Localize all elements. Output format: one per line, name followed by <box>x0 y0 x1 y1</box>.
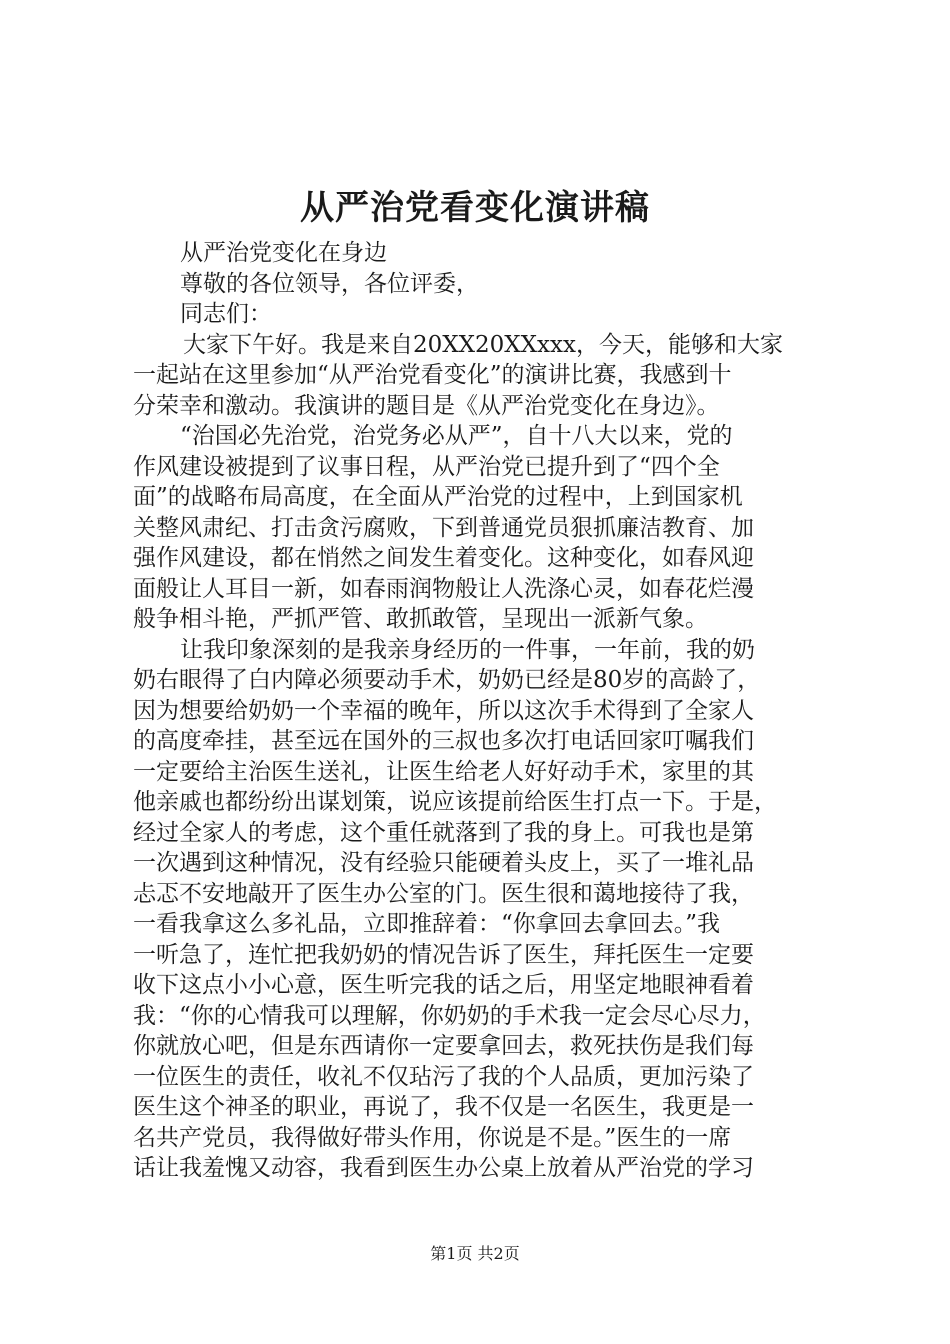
text-line: 你就放心吧，但是东西请你一定要拿回去，救死扶伤是我们每 <box>133 1033 754 1059</box>
text-line: 面般让人耳目一新，如春雨润物般让人洗涤心灵，如春花烂漫 <box>133 575 754 602</box>
text-line: 从严治党变化在身边 <box>180 240 387 266</box>
text-line: 医生这个神圣的职业，再说了，我不仅是一名医生，我更是一 <box>133 1094 754 1120</box>
text-line: 一次遇到这种情况，没有经验只能硬着头皮上，买了一堆礼品 <box>133 850 754 876</box>
text-line: “治国必先治党，治党务必从严”，自十八大以来，党的 <box>180 423 733 449</box>
text-line: 一起站在这里参加“从严治党看变化”的演讲比赛，我感到十 <box>133 362 732 388</box>
text-line: 让我印象深刻的是我亲身经历的一件事，一年前，我的奶 <box>180 636 755 663</box>
text-line: 强作风建设，都在悄然之间发生着变化。这种变化，如春风迎 <box>133 545 754 571</box>
text-line: 一听急了，连忙把我奶奶的情况告诉了医生，拜托医生一定要 <box>133 941 754 968</box>
text-line: 收下这点小小心意，医生听完我的话之后，用坚定地眼神看着 <box>133 972 754 998</box>
document-body <box>133 238 833 1184</box>
text-line: 分荣幸和激动。我演讲的题目是《从严治党变化在身边》。 <box>133 392 720 419</box>
text-line: 一看我拿这么多礼品，立即推辞着：“你拿回去拿回去。”我 <box>133 911 721 937</box>
text-line: 同志们： <box>180 301 272 327</box>
text-line: 他亲戚也都纷纷出谋划策，说应该提前给医生打点一下。于是， <box>133 789 777 815</box>
text-line: 名共产党员，我得做好带头作用，你说是不是。”医生的一席 <box>133 1124 732 1151</box>
text-line: 关整风肃纪、打击贪污腐败，下到普通党员狠抓廉洁教育、加 <box>133 514 754 541</box>
text-line: 大家下午好。我是来自20XX20XXxxx，今天，能够和大家 <box>183 331 783 358</box>
text-line: 因为想要给奶奶一个幸福的晚年，所以这次手术得到了全家人 <box>133 697 754 724</box>
text-line: 作风建设被提到了议事日程，从严治党已提升到了“四个全 <box>133 453 720 480</box>
text-line: 面”的战略布局高度，在全面从严治党的过程中，上到国家机 <box>133 484 743 510</box>
text-line: 奶右眼得了白内障必须要动手术，奶奶已经是80岁的高龄了， <box>133 667 761 693</box>
text-line: 话让我羞愧又动容，我看到医生办公桌上放着从严治党的学习 <box>133 1155 754 1181</box>
text-line: 经过全家人的考虑，这个重任就落到了我的身上。可我也是第 <box>133 819 754 846</box>
page-number-footer: 第1页 共2页 <box>430 1244 520 1263</box>
text-line: 一位医生的责任，收礼不仅玷污了我的个人品质，更加污染了 <box>133 1063 754 1090</box>
text-line: 尊敬的各位领导，各位评委， <box>180 270 479 297</box>
text-line: 忐忑不安地敲开了医生办公室的门。医生很和蔼地接待了我， <box>133 880 754 907</box>
document-title: 从严治党看变化演讲稿 <box>300 188 650 228</box>
text-line: 我：“你的心情我可以理解，你奶奶的手术我一定会尽心尽力， <box>133 1002 766 1029</box>
text-line: 一定要给主治医生送礼，让医生给老人好好动手术，家里的其 <box>133 758 754 785</box>
text-line: 的高度牵挂，甚至远在国外的三叔也多次打电话回家叮嘱我们 <box>133 728 754 754</box>
text-line: 般争相斗艳，严抓严管、敢抓敢管，呈现出一派新气象。 <box>133 606 708 632</box>
